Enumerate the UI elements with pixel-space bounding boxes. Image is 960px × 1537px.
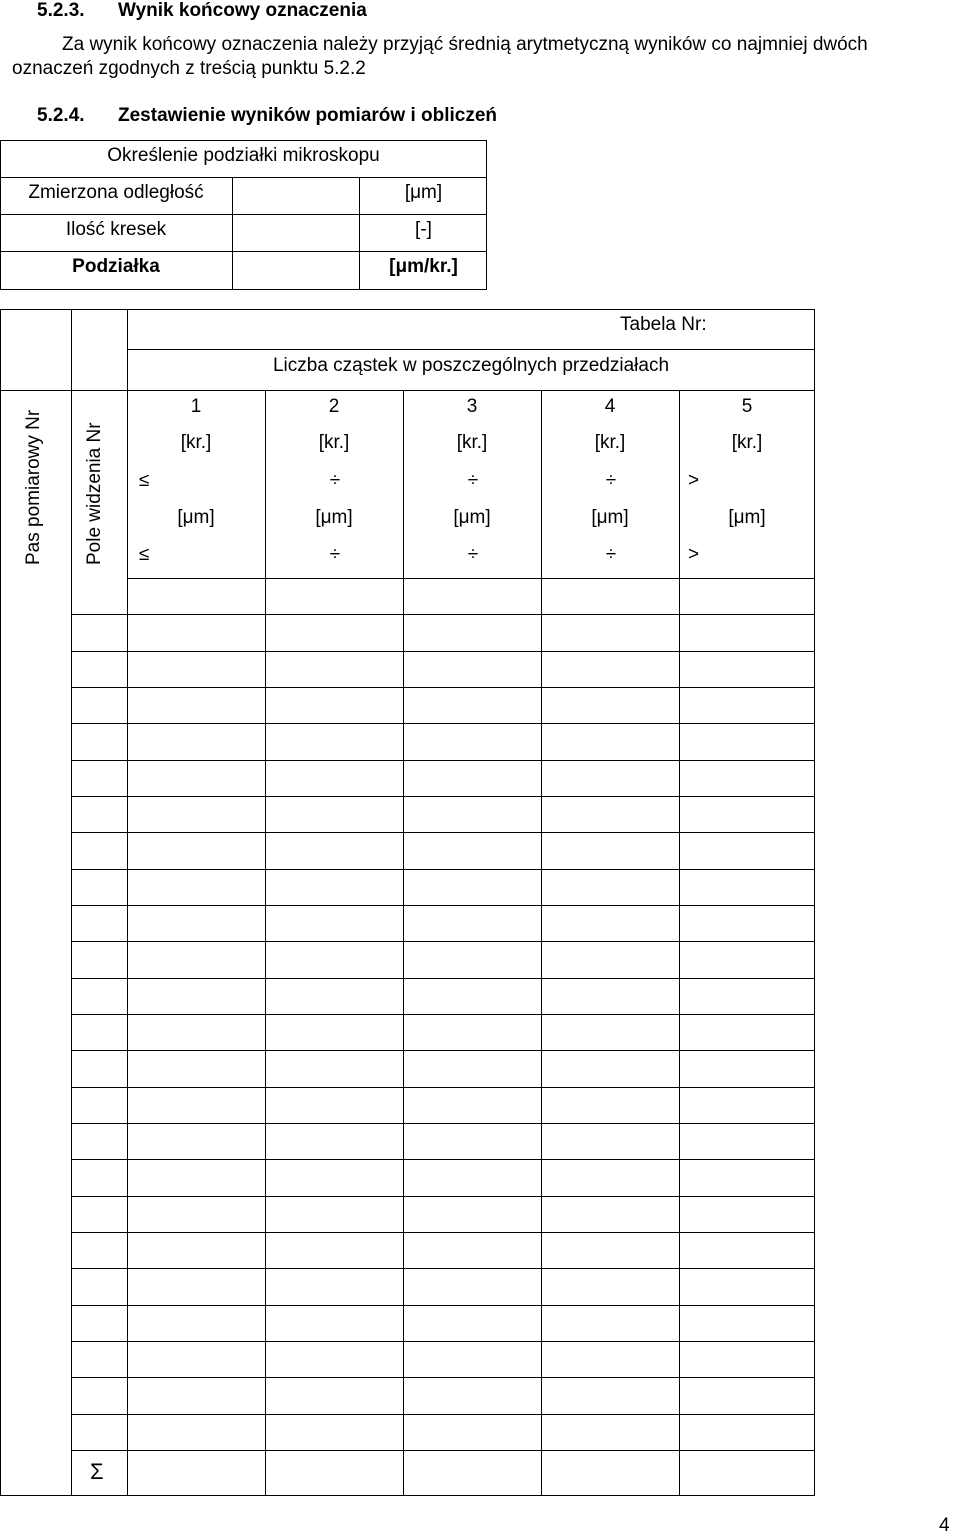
kr-div-symbol-3: ÷ (467, 470, 479, 491)
table-row (71, 1196, 815, 1232)
interval-count-cell-3[interactable] (405, 1307, 539, 1339)
micron-bound-1[interactable] (160, 540, 260, 570)
interval-count-cell-5[interactable] (681, 725, 812, 757)
interval-count-cell-1[interactable] (129, 943, 263, 975)
calibration-unit-scale: [μm/kr.] (389, 256, 458, 277)
interval-count-cell-5[interactable] (681, 653, 812, 685)
table-row (71, 723, 815, 759)
table-row (71, 1232, 815, 1268)
interval-count-cell-2[interactable] (267, 689, 401, 721)
kr-div-symbol-2: ÷ (329, 470, 341, 491)
interval-count-cell-3[interactable] (405, 871, 539, 903)
field-number-cell[interactable] (73, 871, 125, 903)
table-row (71, 578, 815, 614)
kr-le-symbol: ≤ (139, 470, 150, 491)
interval-count-cell-5[interactable] (681, 834, 812, 866)
interval-count-cell-1[interactable] (129, 1307, 263, 1339)
field-number-cell[interactable] (73, 1089, 125, 1121)
field-number-cell[interactable] (73, 1198, 125, 1230)
field-number-cell[interactable] (73, 798, 125, 830)
interval-count-cell-1[interactable] (129, 762, 263, 794)
interval-count-cell-1[interactable] (129, 616, 263, 648)
table-row (71, 687, 815, 723)
table-row (71, 1414, 815, 1450)
interval-count-cell-1[interactable] (129, 1089, 263, 1121)
interval-count-cell-2[interactable] (267, 1343, 401, 1375)
interval-count-cell-4[interactable] (543, 1052, 677, 1084)
sum-symbol: Σ (90, 1459, 104, 1484)
interval-count-cell-3[interactable] (405, 798, 539, 830)
interval-number-4: 4 (604, 396, 616, 417)
interval-count-cell-5[interactable] (681, 907, 812, 939)
table-number-label: Tabela Nr: (620, 314, 707, 335)
interval-number-2: 2 (328, 396, 340, 417)
sum-cell-4[interactable] (543, 1452, 677, 1493)
interval-count-cell-3[interactable] (405, 943, 539, 975)
interval-count-cell-3[interactable] (405, 653, 539, 685)
field-number-cell[interactable] (73, 1161, 125, 1193)
interval-unit-5: [kr.] (731, 432, 763, 453)
interval-count-cell-4[interactable] (543, 1379, 677, 1411)
interval-count-cell-2[interactable] (267, 1161, 401, 1193)
interval-count-cell-2[interactable] (267, 1270, 401, 1302)
micron-div-symbol-2: ÷ (329, 544, 341, 565)
interval-count-cell-4[interactable] (543, 1234, 677, 1266)
interval-count-cell-1[interactable] (129, 653, 263, 685)
field-number-cell[interactable] (73, 1234, 125, 1266)
interval-count-cell-2[interactable] (267, 1379, 401, 1411)
interval-unit-2: [kr.] (318, 432, 350, 453)
field-number-cell[interactable] (73, 1416, 125, 1448)
field-number-cell[interactable] (73, 725, 125, 757)
interval-count-cell-5[interactable] (681, 580, 812, 612)
interval-count-cell-3[interactable] (405, 689, 539, 721)
interval-count-cell-5[interactable] (681, 1125, 812, 1157)
interval-unit-4: [kr.] (594, 432, 626, 453)
interval-count-cell-4[interactable] (543, 653, 677, 685)
interval-count-cell-4[interactable] (543, 907, 677, 939)
calibration-label-distance: Zmierzona odległość (28, 182, 204, 203)
interval-count-cell-1[interactable] (129, 1234, 263, 1266)
interval-count-cell-1[interactable] (129, 1379, 263, 1411)
micron-le-symbol: ≤ (139, 544, 150, 565)
interval-count-cell-1[interactable] (129, 871, 263, 903)
kr-bound-1[interactable] (160, 466, 260, 496)
interval-number-5: 5 (741, 396, 753, 417)
interval-count-cell-3[interactable] (405, 1125, 539, 1157)
interval-count-cell-3[interactable] (405, 1089, 539, 1121)
interval-count-cell-3[interactable] (405, 1161, 539, 1193)
interval-count-cell-2[interactable] (267, 1307, 401, 1339)
interval-count-cell-2[interactable] (267, 980, 401, 1012)
interval-count-cell-1[interactable] (129, 834, 263, 866)
interval-count-cell-4[interactable] (543, 1416, 677, 1448)
interval-count-cell-1[interactable] (129, 580, 263, 612)
interval-count-cell-2[interactable] (267, 1125, 401, 1157)
interval-count-cell-4[interactable] (543, 1198, 677, 1230)
interval-count-cell-4[interactable] (543, 1016, 677, 1048)
table-row (71, 941, 815, 977)
sum-row (127, 1450, 815, 1495)
interval-count-cell-5[interactable] (681, 1052, 812, 1084)
interval-count-cell-5[interactable] (681, 1234, 812, 1266)
table-row (71, 1123, 815, 1159)
interval-count-cell-3[interactable] (405, 1416, 539, 1448)
table-row (71, 1087, 815, 1123)
interval-count-cell-4[interactable] (543, 980, 677, 1012)
calibration-unit-distance: [μm] (404, 182, 443, 203)
interval-count-cell-1[interactable] (129, 798, 263, 830)
interval-count-cell-3[interactable] (405, 762, 539, 794)
interval-count-cell-5[interactable] (681, 762, 812, 794)
micron-unit-3: [μm] (453, 507, 491, 528)
interval-count-cell-5[interactable] (681, 1089, 812, 1121)
interval-count-cell-4[interactable] (543, 1343, 677, 1375)
table-row (71, 1268, 815, 1304)
interval-count-cell-4[interactable] (543, 871, 677, 903)
table-row (71, 1159, 815, 1195)
section-523-title: Wynik końcowy oznaczenia (118, 0, 367, 21)
interval-count-cell-5[interactable] (681, 1343, 812, 1375)
interval-count-cell-5[interactable] (681, 1270, 812, 1302)
interval-count-cell-1[interactable] (129, 980, 263, 1012)
field-number-cell[interactable] (73, 1343, 125, 1375)
interval-count-cell-2[interactable] (267, 1016, 401, 1048)
interval-count-cell-4[interactable] (543, 834, 677, 866)
field-number-cell[interactable] (73, 1016, 125, 1048)
interval-count-cell-5[interactable] (681, 943, 812, 975)
interval-count-cell-2[interactable] (267, 834, 401, 866)
calibration-header: Określenie podziałki mikroskopu (107, 145, 380, 166)
interval-count-cell-3[interactable] (405, 725, 539, 757)
interval-count-cell-1[interactable] (129, 1343, 263, 1375)
table-row (71, 869, 815, 905)
interval-count-cell-4[interactable] (543, 1307, 677, 1339)
interval-count-cell-4[interactable] (543, 725, 677, 757)
page-number: 4 (939, 1515, 950, 1536)
interval-count-cell-2[interactable] (267, 907, 401, 939)
interval-count-cell-4[interactable] (543, 1089, 677, 1121)
section-524-number: 5.2.4. (37, 105, 85, 126)
interval-count-cell-2[interactable] (267, 616, 401, 648)
sum-cell-3[interactable] (405, 1452, 539, 1493)
kr-div-symbol-4: ÷ (605, 470, 617, 491)
interval-count-cell-4[interactable] (543, 1161, 677, 1193)
interval-count-cell-5[interactable] (681, 1016, 812, 1048)
interval-count-cell-5[interactable] (681, 871, 812, 903)
table-row (71, 832, 815, 868)
interval-count-cell-1[interactable] (129, 1052, 263, 1084)
sum-cell-1[interactable] (129, 1452, 263, 1493)
micron-bound-5[interactable] (705, 540, 810, 570)
interval-number-3: 3 (466, 396, 478, 417)
field-number-cell[interactable] (73, 1270, 125, 1302)
interval-count-cell-2[interactable] (267, 871, 401, 903)
interval-count-cell-3[interactable] (405, 1052, 539, 1084)
field-number-cell[interactable] (73, 616, 125, 648)
interval-count-cell-2[interactable] (267, 725, 401, 757)
field-number-cell[interactable] (73, 1052, 125, 1084)
interval-count-cell-3[interactable] (405, 616, 539, 648)
field-number-cell[interactable] (73, 907, 125, 939)
section-524-title: Zestawienie wyników pomiarów i obliczeń (118, 105, 498, 126)
interval-unit-1: [kr.] (180, 432, 212, 453)
table-row (71, 1305, 815, 1341)
section-523-number: 5.2.3. (37, 0, 85, 21)
interval-count-cell-3[interactable] (405, 1343, 539, 1375)
micron-div-symbol-4: ÷ (605, 544, 617, 565)
interval-count-cell-3[interactable] (405, 907, 539, 939)
field-number-cell[interactable] (73, 1379, 125, 1411)
interval-count-cell-4[interactable] (543, 616, 677, 648)
interval-count-cell-4[interactable] (543, 798, 677, 830)
table-row (71, 760, 815, 796)
interval-count-cell-3[interactable] (405, 1198, 539, 1230)
table-row (71, 796, 815, 832)
interval-count-cell-2[interactable] (267, 653, 401, 685)
interval-count-cell-2[interactable] (267, 1416, 401, 1448)
interval-count-cell-1[interactable] (129, 1270, 263, 1302)
kr-bound-5[interactable] (705, 466, 810, 496)
table-row (71, 905, 815, 941)
interval-count-cell-2[interactable] (267, 1089, 401, 1121)
interval-count-cell-4[interactable] (543, 943, 677, 975)
interval-number-1: 1 (190, 396, 202, 417)
section-523-paragraph-line1: Za wynik końcowy oznaczenia należy przyjąć średnią arytmetyczną wyników co najmniej dwóch (62, 34, 868, 55)
interval-count-cell-5[interactable] (681, 798, 812, 830)
interval-count-cell-4[interactable] (543, 689, 677, 721)
interval-count-cell-1[interactable] (129, 1016, 263, 1048)
interval-unit-3: [kr.] (456, 432, 488, 453)
sum-cell-5[interactable] (681, 1452, 812, 1493)
calibration-unit-ticks: [-] (415, 219, 432, 240)
interval-count-cell-1[interactable] (129, 907, 263, 939)
interval-count-cell-3[interactable] (405, 1016, 539, 1048)
interval-count-cell-2[interactable] (267, 762, 401, 794)
table-number-value[interactable] (720, 311, 812, 347)
interval-count-cell-4[interactable] (543, 1125, 677, 1157)
interval-count-cell-3[interactable] (405, 580, 539, 612)
field-number-cell[interactable] (73, 943, 125, 975)
interval-count-cell-1[interactable] (129, 1125, 263, 1157)
micron-unit-2: [μm] (315, 507, 353, 528)
interval-count-cell-2[interactable] (267, 1198, 401, 1230)
table-row (71, 1014, 815, 1050)
field-number-cell[interactable] (73, 1125, 125, 1157)
interval-count-cell-3[interactable] (405, 1234, 539, 1266)
micron-gt-symbol: > (688, 544, 700, 565)
calibration-value-distance[interactable] (233, 178, 358, 213)
calibration-label-ticks: Ilość kresek (65, 219, 167, 240)
interval-count-cell-2[interactable] (267, 798, 401, 830)
interval-count-cell-2[interactable] (267, 1234, 401, 1266)
calibration-label-scale: Podziałka (72, 256, 160, 277)
field-number-cell[interactable] (73, 1307, 125, 1339)
interval-count-cell-1[interactable] (129, 1198, 263, 1230)
interval-count-cell-5[interactable] (681, 1198, 812, 1230)
interval-count-cell-5[interactable] (681, 616, 812, 648)
group-header: Liczba cząstek w poszczególnych przedziałach (272, 355, 670, 376)
interval-count-cell-1[interactable] (129, 725, 263, 757)
table-row (71, 614, 815, 650)
interval-count-cell-5[interactable] (681, 1379, 812, 1411)
field-number-cell[interactable] (73, 834, 125, 866)
interval-count-cell-2[interactable] (267, 1052, 401, 1084)
interval-count-cell-3[interactable] (405, 1379, 539, 1411)
table-row (71, 1377, 815, 1413)
column-header-pole: Pole widzenia Nr (84, 422, 105, 565)
field-number-cell[interactable] (73, 653, 125, 685)
interval-count-cell-3[interactable] (405, 834, 539, 866)
interval-count-cell-3[interactable] (405, 980, 539, 1012)
interval-count-cell-2[interactable] (267, 943, 401, 975)
interval-count-cell-5[interactable] (681, 1307, 812, 1339)
micron-unit-4: [μm] (591, 507, 629, 528)
kr-gt-symbol: > (688, 470, 700, 491)
interval-count-cell-4[interactable] (543, 1270, 677, 1302)
interval-count-cell-1[interactable] (129, 1161, 263, 1193)
table-row (71, 1341, 815, 1377)
table-row (71, 651, 815, 687)
section-523-paragraph-line2: oznaczeń zgodnych z treścią punktu 5.2.2 (12, 58, 366, 79)
micron-unit-5: [μm] (728, 507, 766, 528)
interval-count-cell-5[interactable] (681, 689, 812, 721)
calibration-value-ticks[interactable] (233, 215, 358, 250)
field-number-cell[interactable] (73, 762, 125, 794)
interval-count-cell-5[interactable] (681, 980, 812, 1012)
column-header-pas: Pas pomiarowy Nr (23, 409, 44, 565)
interval-count-cell-4[interactable] (543, 580, 677, 612)
field-number-cell[interactable] (73, 980, 125, 1012)
interval-count-cell-5[interactable] (681, 1161, 812, 1193)
table-row (71, 978, 815, 1014)
interval-count-cell-1[interactable] (129, 689, 263, 721)
interval-count-cell-1[interactable] (129, 1416, 263, 1448)
field-number-cell[interactable] (73, 689, 125, 721)
field-number-cell[interactable] (73, 580, 125, 612)
sum-cell-2[interactable] (267, 1452, 401, 1493)
interval-count-cell-3[interactable] (405, 1270, 539, 1302)
table-row (71, 1050, 815, 1086)
interval-count-cell-2[interactable] (267, 580, 401, 612)
calibration-value-scale[interactable] (233, 252, 358, 288)
micron-unit-1: [μm] (177, 507, 215, 528)
micron-div-symbol-3: ÷ (467, 544, 479, 565)
interval-count-cell-4[interactable] (543, 762, 677, 794)
interval-count-cell-5[interactable] (681, 1416, 812, 1448)
